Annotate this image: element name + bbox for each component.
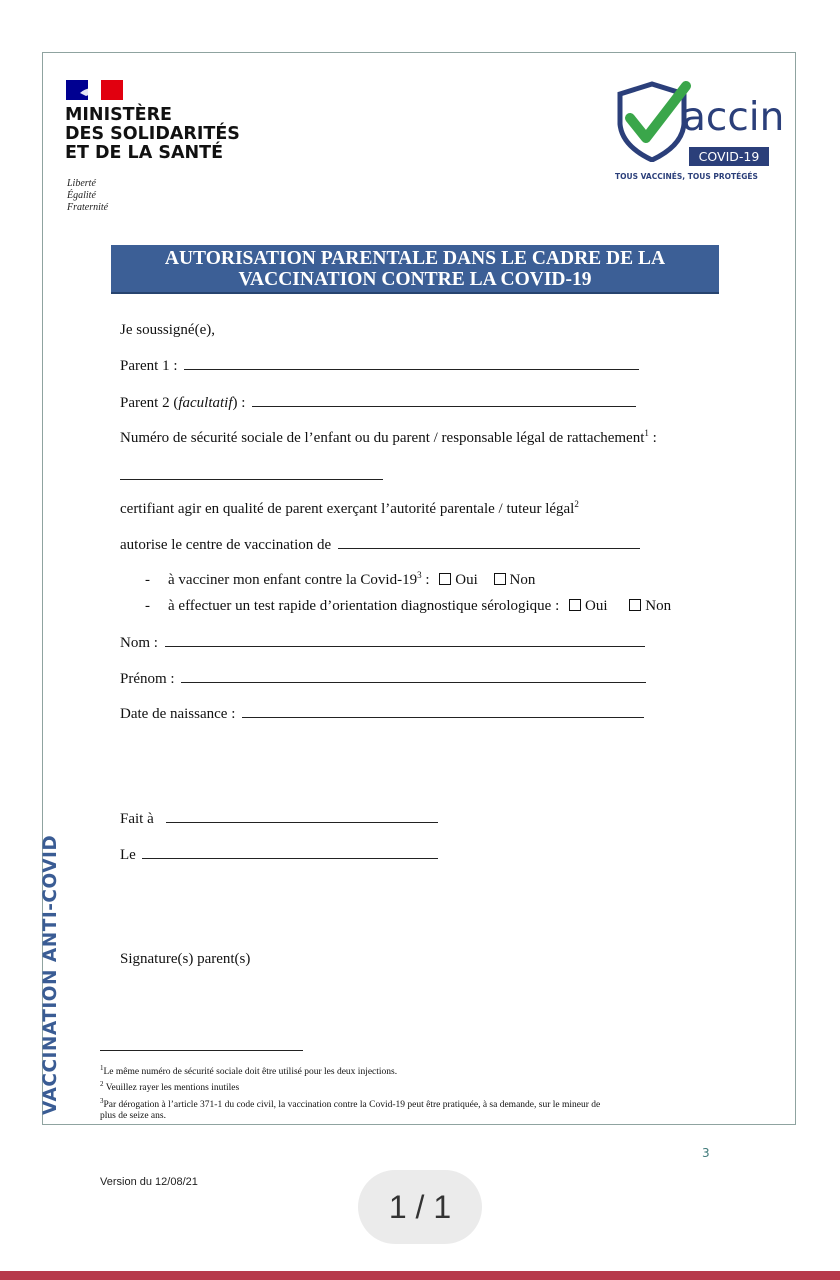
vaccinate-yes-checkbox[interactable] bbox=[439, 573, 451, 585]
birthdate-field[interactable] bbox=[120, 705, 644, 723]
place-label: Fait à bbox=[120, 811, 154, 827]
place-blank[interactable] bbox=[166, 810, 438, 823]
shield-check-icon bbox=[612, 80, 692, 162]
signature-label: Signature(s) parent(s) bbox=[120, 951, 251, 967]
vaccin-covid-logo bbox=[612, 80, 785, 185]
lastname-label: Nom : bbox=[120, 635, 158, 651]
covid-badge: COVID-19 bbox=[689, 147, 769, 166]
vaccinate-option: - à vacciner mon enfant contre la Covid-$19^3$ : Oui Non bbox=[145, 570, 536, 588]
page-indicator[interactable]: 1 / 1 bbox=[358, 1170, 482, 1244]
ssn-label: Numéro de sécurité sociale de l’enfant ou du parent / responsable légal de rattachement$^1$ : bbox=[120, 428, 657, 446]
form-title: AUTORISATION PARENTALE DANS LE CADRE DE LA VACCINATION CONTRE LA COVID-19 bbox=[111, 245, 719, 294]
test-no-label: Non bbox=[645, 598, 672, 614]
intro-text: Je soussigné(e), bbox=[120, 322, 215, 338]
parent2-field[interactable] bbox=[120, 394, 636, 412]
parent2-blank[interactable] bbox=[252, 394, 636, 407]
parent1-label: Parent 1 : bbox=[120, 358, 178, 374]
footnote-divider bbox=[100, 1050, 303, 1051]
firstname-blank[interactable] bbox=[181, 670, 646, 683]
vaccinate-label: à vacciner mon enfant contre la Covid-19 bbox=[168, 572, 418, 588]
firstname-label: Prénom : bbox=[120, 671, 175, 687]
footnote-3: $^3$Par dérogation à l’article 371-1 du code civil, la vaccination contre la Covid-19 peut être pratiquée, à sa demande, sur le mineur de plus de seize ans. bbox=[100, 1097, 601, 1122]
place-field[interactable] bbox=[120, 810, 438, 828]
parent1-blank[interactable] bbox=[184, 357, 639, 370]
test-label: à effectuer un test rapide d’orientation diagnostique sérologique : bbox=[168, 598, 560, 614]
republic-motto: Liberté Égalité Fraternité bbox=[67, 178, 109, 213]
footnote-ref-3: 3 bbox=[417, 570, 422, 580]
date-label: Le bbox=[120, 847, 136, 863]
parent2-optional: facultatif bbox=[178, 395, 233, 411]
lastname-blank[interactable] bbox=[165, 634, 645, 647]
bottom-accent-bar bbox=[0, 1271, 840, 1280]
parent2-label: Parent 2 ( bbox=[120, 395, 179, 411]
marianne-flag-logo bbox=[66, 80, 123, 100]
vaccination-center-blank[interactable] bbox=[338, 536, 640, 549]
vaccinate-yes-label: Oui bbox=[455, 572, 478, 588]
child-firstname-field[interactable] bbox=[120, 670, 646, 688]
list-dash: - bbox=[145, 572, 150, 588]
footnote-2: $^2$ Veuillez rayer les mentions inutiles bbox=[100, 1080, 240, 1094]
certify-text: certifiant agir en qualité de parent exerçant l’autorité parentale / tuteur légal$^2$ bbox=[120, 499, 579, 517]
date-blank[interactable] bbox=[142, 846, 438, 859]
version-label: Version du 12/08/21 bbox=[100, 1176, 198, 1188]
list-dash: - bbox=[145, 598, 150, 614]
birthdate-blank[interactable] bbox=[242, 705, 644, 718]
test-no-checkbox[interactable] bbox=[629, 599, 641, 611]
page-number: 3 bbox=[702, 1146, 710, 1160]
test-yes-checkbox[interactable] bbox=[569, 599, 581, 611]
parent2-label-end: ) : bbox=[232, 395, 246, 411]
vaccinate-no-checkbox[interactable] bbox=[494, 573, 506, 585]
authorize-label: autorise le centre de vaccination de bbox=[120, 537, 332, 553]
birthdate-label: Date de naissance : bbox=[120, 706, 236, 722]
vaccination-center-field[interactable] bbox=[120, 536, 640, 554]
footnote-ref-2: 2 bbox=[574, 499, 579, 509]
date-field[interactable] bbox=[120, 846, 438, 864]
child-lastname-field[interactable] bbox=[120, 634, 645, 652]
test-option bbox=[145, 598, 671, 615]
ministry-name: MINISTÈRE DES SOLIDARITÉS ET DE LA SANTÉ bbox=[65, 105, 240, 163]
parent1-field[interactable] bbox=[120, 357, 639, 375]
test-yes-label: Oui bbox=[585, 598, 608, 614]
footnote-1: $^1$Le même numéro de sécurité sociale doit être utilisé pour les deux injections. bbox=[100, 1064, 398, 1078]
vaccinate-no-label: Non bbox=[509, 572, 536, 588]
footnote-ref-1: 1 bbox=[644, 428, 649, 438]
logo-tagline: TOUS VACCINÉS, TOUS PROTÉGÉS bbox=[615, 172, 758, 181]
ssn-blank[interactable] bbox=[120, 467, 383, 480]
sidebar-vertical-text: VACCINATION ANTI-COVID bbox=[40, 834, 61, 1115]
logo-word: accin bbox=[682, 95, 785, 140]
